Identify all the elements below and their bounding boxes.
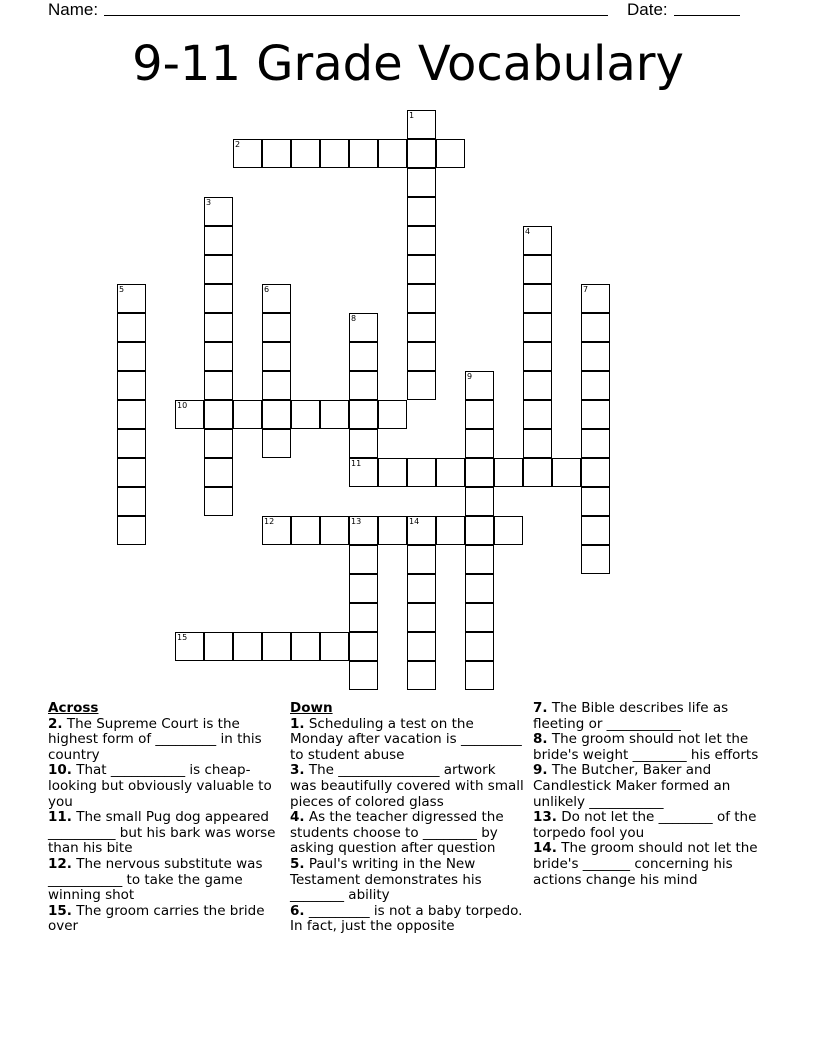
crossword-cell[interactable]	[407, 110, 436, 139]
crossword-cell[interactable]	[523, 226, 552, 255]
clue-text: As the teacher digressed the students choose to ________ by asking question after question	[290, 809, 504, 857]
clue-number: 13.	[533, 809, 557, 826]
clue-number: 8.	[533, 731, 548, 748]
crossword-cell[interactable]	[581, 458, 610, 487]
crossword-cell[interactable]	[117, 429, 146, 458]
crossword-cell[interactable]	[204, 255, 233, 284]
crossword-cell[interactable]	[407, 661, 436, 690]
crossword-cell[interactable]	[204, 487, 233, 516]
clue-text: Scheduling a test on the Monday after vacation is _________ to student abuse	[290, 715, 522, 763]
crossword-cell[interactable]	[581, 545, 610, 574]
cell-number: 15	[177, 633, 188, 642]
clue-item	[290, 857, 524, 904]
crossword-cell[interactable]	[581, 429, 610, 458]
cell-number: 12	[264, 517, 275, 526]
crossword-cell[interactable]	[117, 487, 146, 516]
crossword-cell[interactable]	[378, 458, 407, 487]
crossword-cell[interactable]	[117, 371, 146, 400]
crossword-cell[interactable]	[523, 429, 552, 458]
crossword-cell[interactable]	[523, 313, 552, 342]
crossword-cell[interactable]	[581, 516, 610, 545]
crossword-cell[interactable]	[204, 400, 233, 429]
crossword-cell[interactable]	[465, 429, 494, 458]
crossword-cell[interactable]	[465, 661, 494, 690]
crossword-cell[interactable]	[204, 342, 233, 371]
clue-number: 10.	[48, 762, 72, 779]
crossword-cell[interactable]	[291, 139, 320, 168]
crossword-cell[interactable]	[523, 371, 552, 400]
crossword-cell[interactable]	[523, 400, 552, 429]
cell-number: 13	[351, 517, 362, 526]
clue-item	[48, 717, 282, 764]
crossword-cell[interactable]	[175, 400, 204, 429]
crossword-cell[interactable]	[436, 458, 465, 487]
cell-number: 3	[206, 198, 212, 207]
crossword-cell[interactable]	[204, 284, 233, 313]
cell-number: 6	[264, 285, 270, 294]
clue-item	[290, 763, 524, 810]
name-label: Name:	[48, 0, 99, 19]
crossword-cell[interactable]	[262, 342, 291, 371]
clue-text: Do not let the ________ of the torpedo fool you	[533, 809, 757, 841]
crossword-cell[interactable]	[233, 400, 262, 429]
crossword-cell[interactable]	[262, 371, 291, 400]
crossword-cell[interactable]	[204, 632, 233, 661]
crossword-cell[interactable]	[552, 458, 581, 487]
crossword-cell[interactable]	[262, 400, 291, 429]
cell-number: 7	[583, 285, 589, 294]
crossword-cell[interactable]	[465, 400, 494, 429]
crossword-cell[interactable]	[204, 226, 233, 255]
crossword-cell[interactable]	[407, 603, 436, 632]
crossword-cell[interactable]	[581, 284, 610, 313]
down-clues-continued	[533, 701, 767, 888]
cell-number: 1	[409, 111, 415, 120]
crossword-cell[interactable]	[523, 284, 552, 313]
crossword-cell[interactable]	[117, 313, 146, 342]
crossword-cell[interactable]	[349, 400, 378, 429]
clue-text: _________ is not a baby torpedo. In fact, just the opposite	[290, 902, 523, 935]
clue-number: 12.	[48, 855, 72, 872]
crossword-cell[interactable]	[233, 632, 262, 661]
crossword-cell[interactable]	[378, 400, 407, 429]
crossword-cell[interactable]	[407, 255, 436, 284]
clue-item	[533, 763, 767, 810]
crossword-cell[interactable]	[378, 139, 407, 168]
crossword-cell[interactable]	[349, 458, 378, 487]
crossword-cell[interactable]	[407, 342, 436, 371]
crossword-cell[interactable]	[291, 400, 320, 429]
crossword-cell[interactable]	[233, 139, 262, 168]
crossword-cell[interactable]	[262, 429, 291, 458]
crossword-cell[interactable]	[320, 400, 349, 429]
cell-number: 11	[351, 459, 362, 468]
clue-item	[290, 717, 524, 764]
crossword-cell[interactable]	[320, 632, 349, 661]
clue-number: 14.	[533, 840, 557, 857]
down-clues	[290, 701, 524, 935]
clue-number: 1.	[290, 715, 305, 732]
clue-text: That ___________ is cheap-looking but obviously valuable to you	[48, 762, 272, 810]
clue-text: The groom should not let the bride's _______ concerning his actions change his mind	[533, 840, 758, 888]
crossword-cell[interactable]	[581, 371, 610, 400]
date-label: Date:	[627, 0, 668, 19]
crossword-cell[interactable]	[204, 197, 233, 226]
crossword-cell[interactable]	[349, 429, 378, 458]
crossword-cell[interactable]	[436, 139, 465, 168]
cell-number: 14	[409, 517, 420, 526]
crossword-cell[interactable]	[262, 632, 291, 661]
down-clue-list	[290, 717, 524, 935]
crossword-cell[interactable]	[581, 400, 610, 429]
crossword-cell[interactable]	[407, 284, 436, 313]
crossword-cell[interactable]	[262, 516, 291, 545]
clue-number: 15.	[48, 902, 72, 919]
crossword-cell[interactable]	[407, 574, 436, 603]
across-clue-list	[48, 717, 282, 935]
crossword-cell[interactable]	[465, 371, 494, 400]
crossword-cell[interactable]	[407, 226, 436, 255]
cell-number: 8	[351, 314, 357, 323]
crossword-cell[interactable]	[407, 168, 436, 197]
cell-number: 4	[525, 227, 531, 236]
clue-number: 6.	[290, 902, 305, 919]
crossword-cell[interactable]	[465, 574, 494, 603]
crossword-cell[interactable]	[349, 313, 378, 342]
clue-text: Paul's writing in the New Testament demonstrates his ________ ability	[290, 855, 482, 904]
clue-number: 4.	[290, 809, 305, 826]
crossword-cell[interactable]	[465, 458, 494, 487]
crossword-cell[interactable]	[117, 342, 146, 371]
clue-text: The _______________ artwork was beautifully covered with small pieces of colored glass	[290, 762, 524, 810]
clue-item	[533, 701, 767, 732]
crossword-cell[interactable]	[175, 632, 204, 661]
crossword-cell[interactable]	[349, 516, 378, 545]
crossword-cell[interactable]	[349, 545, 378, 574]
clue-item	[48, 763, 282, 810]
clue-number: 3.	[290, 762, 305, 779]
crossword-cell[interactable]	[407, 632, 436, 661]
crossword-cell[interactable]	[465, 632, 494, 661]
crossword-cell[interactable]	[407, 458, 436, 487]
crossword-cell[interactable]	[349, 632, 378, 661]
crossword-cell[interactable]	[204, 313, 233, 342]
crossword-cell[interactable]	[465, 516, 494, 545]
down-clue-list-continued	[533, 701, 767, 888]
cell-number: 10	[177, 401, 188, 410]
crossword-cell[interactable]	[494, 458, 523, 487]
clue-item	[48, 857, 282, 904]
crossword-cell[interactable]	[320, 516, 349, 545]
crossword-cell[interactable]	[407, 371, 436, 400]
clue-text: The Butcher, Baker and Candlestick Maker formed an unlikely ___________	[533, 762, 731, 810]
crossword-cell[interactable]	[204, 429, 233, 458]
clue-item	[48, 904, 282, 935]
clue-number: 7.	[533, 700, 548, 716]
clue-item	[533, 841, 767, 888]
crossword-cell[interactable]	[378, 516, 407, 545]
crossword-cell[interactable]	[581, 313, 610, 342]
cell-number: 9	[467, 372, 473, 381]
clue-number: 9.	[533, 762, 548, 779]
crossword-cell[interactable]	[523, 255, 552, 284]
clue-text: The Bible describes life as fleeting or ___________	[533, 700, 729, 732]
clue-text: The groom carries the bride over	[48, 902, 265, 935]
crossword-cell[interactable]	[465, 545, 494, 574]
down-heading: Down	[290, 700, 333, 716]
crossword-cell[interactable]	[465, 603, 494, 632]
crossword-cell[interactable]	[204, 371, 233, 400]
clue-number: 11.	[48, 809, 72, 826]
clue-text: The nervous substitute was ___________ to take the game winning shot	[48, 855, 263, 904]
clue-text: The groom should not let the bride's weight ________ his efforts	[533, 731, 759, 763]
crossword-cell[interactable]	[349, 342, 378, 371]
crossword-cell[interactable]	[204, 458, 233, 487]
crossword-cell[interactable]	[320, 139, 349, 168]
crossword-cell[interactable]	[262, 284, 291, 313]
clue-item	[48, 810, 282, 857]
clue-item	[290, 810, 524, 857]
page-title: 9-11 Grade Vocabulary	[132, 36, 684, 92]
crossword-cell[interactable]	[349, 139, 378, 168]
crossword-cell[interactable]	[494, 516, 523, 545]
crossword-cell[interactable]	[117, 458, 146, 487]
clue-text: The small Pug dog appeared __________ but his bark was worse than his bite	[48, 809, 276, 857]
clue-item	[533, 810, 767, 841]
crossword-cell[interactable]	[291, 516, 320, 545]
crossword-cell[interactable]	[407, 545, 436, 574]
crossword-cell[interactable]	[407, 313, 436, 342]
crossword-cell[interactable]	[117, 400, 146, 429]
crossword-cell[interactable]	[349, 603, 378, 632]
crossword-cell[interactable]	[349, 574, 378, 603]
crossword-cell[interactable]	[581, 342, 610, 371]
across-clues	[48, 701, 282, 935]
clue-number: 5.	[290, 855, 305, 872]
crossword-cell[interactable]	[262, 139, 291, 168]
crossword-cell[interactable]	[407, 197, 436, 226]
across-heading: Across	[48, 700, 99, 716]
crossword-cell[interactable]	[349, 371, 378, 400]
crossword-cell[interactable]	[436, 516, 465, 545]
cell-number: 2	[235, 140, 241, 149]
crossword-cell[interactable]	[117, 284, 146, 313]
cell-number: 5	[119, 285, 125, 294]
crossword-cell[interactable]	[465, 487, 494, 516]
crossword-cell[interactable]	[581, 487, 610, 516]
crossword-cell[interactable]	[117, 516, 146, 545]
crossword-cell[interactable]	[262, 313, 291, 342]
crossword-cell[interactable]	[523, 458, 552, 487]
crossword-cell[interactable]	[291, 632, 320, 661]
crossword-cell[interactable]	[349, 661, 378, 690]
crossword-cell[interactable]	[407, 516, 436, 545]
clue-number: 2.	[48, 715, 63, 732]
crossword-cell[interactable]	[523, 342, 552, 371]
clue-text: The Supreme Court is the highest form of _________ in this country	[48, 715, 262, 763]
clue-item	[533, 732, 767, 763]
crossword-cell[interactable]	[407, 139, 436, 168]
clue-item	[290, 904, 524, 935]
